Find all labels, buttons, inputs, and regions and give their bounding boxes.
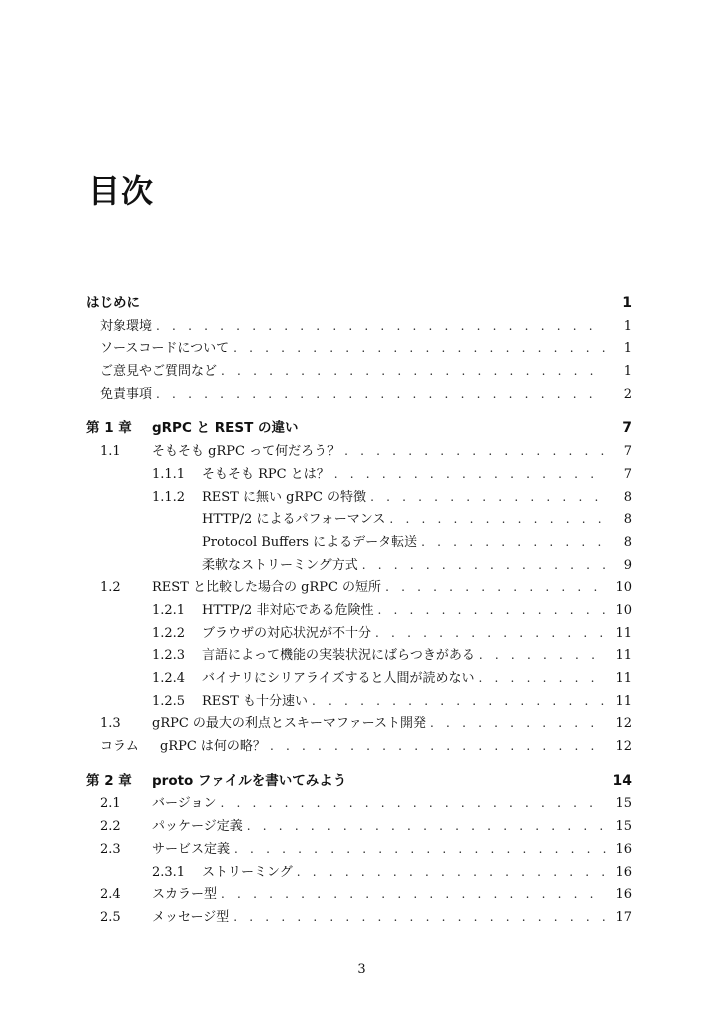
toc-leader (385, 576, 606, 599)
toc-page-number: 8 (623, 489, 632, 505)
toc-leader (377, 599, 606, 622)
toc-entry-label: ブラウザの対応状況が不十分 (202, 625, 372, 641)
toc-heading-label: はじめに (86, 295, 140, 311)
toc-page-number: 15 (615, 796, 632, 812)
toc-heading-chapter-2[interactable] (86, 770, 632, 793)
toc-page-number: 9 (623, 557, 632, 573)
toc-leader (430, 712, 606, 735)
toc-entry-label: gRPC は何の略？ (160, 739, 266, 755)
toc-page-number: 16 (615, 887, 632, 903)
toc-leader (375, 622, 606, 645)
toc-page-number: 8 (623, 512, 632, 528)
toc-leader (370, 486, 606, 509)
toc-page-number: 16 (615, 864, 632, 880)
toc-leader (221, 883, 606, 906)
toc-leader (362, 554, 606, 577)
toc-entry[interactable] (86, 486, 632, 509)
toc-page-number: 8 (623, 534, 632, 550)
toc-entry[interactable] (86, 644, 632, 667)
toc-entry-label: パッケージ定義 (152, 819, 243, 835)
toc-entry[interactable] (86, 360, 632, 383)
toc-section-number: 2.1 (100, 796, 121, 812)
toc-page-number: 15 (615, 819, 632, 835)
toc-leader (478, 667, 606, 690)
toc-page-number: 12 (615, 716, 632, 732)
toc-leader (334, 463, 606, 486)
toc-section-number: 1.1.2 (152, 489, 186, 505)
toc-entry-label: ご意見やご質問など (100, 364, 218, 380)
toc-entry-label: REST も十分速い (202, 693, 308, 709)
toc-entry-label: REST と比較した場合の gRPC の短所 (152, 580, 382, 596)
toc-chapter-number: 第 1 章 (86, 420, 132, 437)
toc-entry-label: 言語によって機能の実装状況にばらつきがある (202, 648, 475, 664)
toc-entry[interactable] (86, 815, 632, 838)
toc-section-number: 1.1 (100, 444, 121, 460)
toc-entry[interactable] (86, 861, 632, 884)
toc-leader (297, 861, 606, 884)
toc-page-number: 1 (623, 341, 632, 357)
toc-heading-label: proto ファイルを書いてみよう (152, 772, 347, 789)
toc-entry[interactable] (86, 508, 632, 531)
toc-section-number: 1.2.2 (152, 625, 186, 641)
toc-section-number: 2.3.1 (152, 864, 186, 880)
toc-leader (233, 337, 606, 360)
toc-page-number: 1 (623, 364, 632, 380)
toc-entry[interactable] (86, 792, 632, 815)
toc-entry-label: そもそも RPC とは？ (202, 466, 330, 482)
toc-entry-label: 対象環境 (100, 318, 153, 334)
toc-heading-label: gRPC と REST の違い (152, 420, 299, 437)
toc-entry-label: ソースコードについて (100, 341, 230, 357)
toc-entry[interactable] (86, 440, 632, 463)
toc-entry-column[interactable] (86, 735, 632, 758)
toc-page-number: 7 (622, 420, 632, 437)
toc-entry[interactable] (86, 838, 632, 861)
toc-entry-label: バージョン (152, 796, 217, 812)
toc-section-number: 2.3 (100, 841, 121, 857)
toc-leader (234, 838, 606, 861)
toc-leader (421, 531, 606, 554)
toc-page-number: 10 (615, 602, 632, 618)
toc-leader (233, 906, 606, 929)
toc-entry-label: そもそも gRPC って何だろう？ (152, 444, 341, 460)
toc-entry-label: サービス定義 (152, 841, 231, 857)
toc-page-number: 11 (615, 625, 632, 641)
toc-leader (156, 315, 606, 338)
toc-section-number: 2.2 (100, 819, 121, 835)
toc-leader (344, 440, 606, 463)
toc-entry-label: HTTP/2 によるパフォーマンス (202, 512, 386, 528)
toc-entry[interactable] (86, 622, 632, 645)
toc-column-tag: コラム (100, 739, 139, 755)
toc-entry[interactable] (86, 906, 632, 929)
toc-heading-intro[interactable] (86, 292, 632, 315)
toc-page-number: 11 (615, 671, 632, 686)
toc-page-number: 14 (612, 772, 632, 789)
toc-entry[interactable] (86, 337, 632, 360)
toc-page-number: 10 (615, 580, 632, 596)
table-of-contents (86, 292, 632, 929)
toc-leader (220, 792, 606, 815)
toc-entry[interactable] (86, 554, 632, 577)
toc-section-number: 1.2.5 (152, 693, 186, 709)
toc-entry-label: 免責事項 (100, 386, 153, 402)
toc-entry[interactable] (86, 712, 632, 735)
toc-entry[interactable] (86, 463, 632, 486)
toc-entry[interactable] (86, 883, 632, 906)
toc-entry-label: REST に無い gRPC の特徴 (202, 489, 367, 505)
toc-page-number: 7 (623, 466, 632, 482)
toc-entry-label: Protocol Buffers によるデータ転送 (202, 534, 418, 550)
toc-heading-chapter-1[interactable] (86, 417, 632, 440)
toc-page-number: 7 (623, 444, 632, 460)
toc-entry-label: メッセージ型 (152, 909, 230, 925)
toc-page-number: 1 (623, 318, 632, 334)
toc-entry-label: スカラー型 (152, 887, 218, 903)
toc-entry[interactable] (86, 531, 632, 554)
toc-entry[interactable] (86, 690, 632, 713)
toc-section-number: 1.2.4 (152, 671, 186, 686)
toc-page-number: 17 (615, 909, 632, 925)
toc-section-number: 1.3 (100, 716, 121, 732)
toc-leader (479, 644, 606, 667)
page-number-footer: 3 (357, 962, 366, 977)
toc-leader (156, 383, 606, 406)
toc-section-number: 1.2.3 (152, 648, 186, 664)
toc-leader (312, 690, 606, 713)
toc-section-number: 1.2.1 (152, 602, 186, 618)
toc-entry[interactable] (86, 383, 632, 406)
toc-entry-label: バイナリにシリアライズすると人間が読めない (202, 671, 475, 686)
toc-entry-label: HTTP/2 非対応である危険性 (202, 602, 374, 618)
toc-page-number: 12 (615, 739, 632, 755)
toc-chapter-number: 第 2 章 (86, 772, 132, 789)
toc-leader (247, 815, 606, 838)
toc-section-number: 1.1.1 (152, 466, 186, 482)
toc-page-number: 16 (615, 841, 632, 857)
toc-leader (270, 735, 606, 758)
toc-page-number: 1 (622, 295, 632, 311)
toc-entry[interactable] (86, 599, 632, 622)
toc-section-number: 2.5 (100, 909, 121, 925)
toc-page-number: 11 (615, 693, 632, 709)
toc-section-number: 2.4 (100, 887, 121, 903)
toc-entry-label: 柔軟なストリーミング方式 (202, 557, 358, 573)
toc-leader (389, 508, 606, 531)
toc-leader (221, 360, 606, 383)
toc-entry-label: ストリーミング (202, 864, 293, 880)
toc-page-number: 2 (623, 386, 632, 402)
toc-entry[interactable] (86, 315, 632, 338)
toc-section-number: 1.2 (100, 580, 121, 596)
toc-entry[interactable] (86, 667, 632, 690)
toc-entry[interactable] (86, 576, 632, 599)
toc-entry-label: gRPC の最大の利点とスキーマファースト開発 (152, 716, 427, 732)
toc-page-number: 11 (615, 648, 632, 664)
page-title: 目次 (88, 172, 155, 210)
